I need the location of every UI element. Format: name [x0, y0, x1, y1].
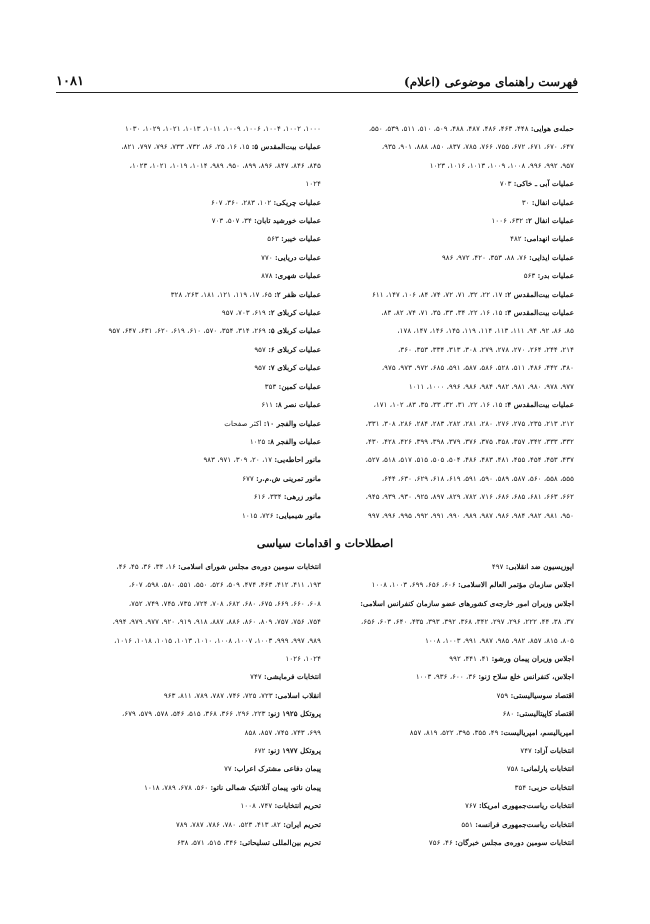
index-entry-continuation — [83, 724, 321, 742]
entry-pages: ۱۹۳، ۴۱۱، ۴۱۲، ۴۶۳، ۴۷۴، ۵۰۹، ۵۲۶، ۵۵۰، ۵۵۱، ۵۸۰، ۵۹۸، ۶۰۷، — [128, 580, 321, 590]
entry-pages: ۶۷۷ — [242, 473, 257, 483]
index-entry-continuation — [340, 507, 574, 525]
index-entry — [340, 834, 574, 852]
index-entry — [340, 595, 574, 613]
entry-pages: ۳۳۲، ۳۳۳، ۳۴۲، ۳۵۷، ۳۵۸، ۳۷۵، ۳۷۶، ۳۷۹، ۳۹۸، ۳۹۹، ۴۲۶، ۴۲۸، ۴۳۰، — [365, 436, 574, 446]
entry-pages: ۴۹، ۳۵۵، ۳۹۵، ۵۲۲، ۸۱۹، ۸۵۷ — [409, 727, 501, 737]
entry-pages: ۷۶، ۸۸، ۳۵۳، ۴۲۰، ۹۷۲، ۹۸۶ — [441, 252, 530, 262]
entry-term: مانور شیمیایی: — [275, 510, 321, 520]
index-entry — [83, 668, 321, 686]
entry-pages: ۶۰۸، ۶۶۰، ۶۶۹، ۶۷۵، ۶۸۰، ۶۸۲، ۷۰۸، ۷۲۴، ۷۳۵، ۷۴۵، ۷۴۹، ۷۵۲، — [128, 598, 321, 608]
entry-term: تحریم انتخابات: — [274, 801, 321, 811]
index-column-left-bottom — [83, 558, 321, 853]
index-entry-continuation — [340, 138, 574, 156]
entry-pages: ۵۵۵، ۵۵۸، ۵۶۰، ۵۸۷، ۵۸۹، ۵۹۰، ۵۹۱، ۶۱۹، ۶۱۸، ۶۲۹، ۶۳۰، ۶۴۴، — [381, 473, 574, 483]
entry-term: عملیات خورشید تابان: — [254, 216, 321, 226]
entry-pages: ۳۷، ۳۸، ۴۴، ۲۲۲، ۲۹۶، ۲۹۷، ۳۴۲، ۳۶۸، ۳۹۲، ۳۹۳، ۴۳۵، ۶۴۰، ۶۰۳، ۶۵۶، — [361, 617, 574, 627]
entry-pages: ۷۴۷ — [250, 672, 265, 682]
index-entry — [340, 760, 574, 778]
entry-term: پروتکل ۱۹۲۵ ژنو: — [267, 709, 321, 719]
index-entry — [340, 175, 574, 193]
entry-pages: ۷۷۰ — [261, 252, 276, 262]
entry-term: عملیات والفجر ۱۰: — [263, 418, 321, 428]
entry-term: عملیات خیبر: — [281, 234, 321, 244]
entry-term: انتخابات فرمایشی: — [264, 672, 321, 682]
entry-term: عملیات ظفر ۲: — [274, 289, 321, 299]
index-entry — [340, 650, 574, 668]
index-entry — [340, 267, 574, 285]
entry-term: پیمان دفاعی مشترک اعراب: — [234, 764, 321, 774]
index-entry — [83, 742, 321, 760]
index-entry — [83, 687, 321, 705]
entry-term: عملیات والفجر ۸: — [267, 436, 321, 446]
entry-pages: ۷۰۳ — [499, 179, 514, 189]
entry-pages: ۹۸۹، ۹۹۷، ۹۹۹، ۱۰۰۳، ۱۰۰۷، ۱۰۰۸، ۱۰۱۰، ۱۰۱۳، ۱۰۱۵، ۱۰۱۸، ۱۰۱۶، — [114, 635, 321, 645]
entry-pages: ۸۴۵، ۸۴۶، ۸۴۷، ۸۹۶، ۸۹۹، ۹۵۰، ۹۸۹، ۱۰۱۴، ۱۰۱۹، ۱۰۲۱، ۱۰۲۳، — [129, 160, 321, 170]
index-entry — [83, 304, 321, 322]
entry-pages: ۹۵۷ — [254, 363, 269, 373]
entry-pages: ۵۵۱ — [461, 819, 476, 829]
index-entry — [340, 797, 574, 815]
entry-pages: ۷۲۳، ۷۲۵، ۷۴۶، ۷۸۷، ۷۸۹، ۸۱۱، ۹۶۳ — [163, 690, 275, 700]
entry-term: اقتصاد سوسیالیستی: — [510, 690, 574, 700]
index-entry — [83, 488, 321, 506]
page-header — [56, 72, 578, 93]
entry-term: عملیات بیت‌المقدس ۵: — [251, 142, 321, 152]
entry-term: مانور زرهی: — [283, 492, 321, 502]
entry-term: عملیات بدر: — [537, 271, 574, 281]
entry-term: مانور تمرینی ش.م.ر: — [256, 473, 321, 483]
entry-pages: ۳۴، ۵۰۷، ۷۰۳ — [211, 216, 255, 226]
index-entry — [83, 415, 321, 433]
entry-term: عملیات بیت‌المقدس ۲: — [504, 289, 574, 299]
entry-pages: ۹۵۷ — [254, 344, 269, 354]
index-entry-continuation — [340, 433, 574, 451]
index-entry-continuation — [340, 322, 574, 340]
entry-term: عملیات کربلای ۵: — [268, 326, 321, 336]
index-entry — [83, 451, 321, 469]
entry-term: حمله‌ی هوایی: — [530, 124, 574, 133]
entry-pages: ۷۴۷، ۱۰۰۸ — [240, 801, 275, 811]
entry-pages: ۸۰۵، ۸۱۵، ۸۵۷، ۹۸۲، ۹۸۵، ۹۸۷، ۹۹۱، ۱۰۰۳، ۱۰۰۸ — [425, 635, 574, 645]
index-entry — [340, 816, 574, 834]
index-entry — [83, 507, 321, 525]
entry-pages: ۴۶، ۷۵۶ — [428, 838, 456, 848]
entry-term: عملیات دریایی: — [275, 252, 321, 262]
index-entry — [340, 724, 574, 742]
entry-term: عملیات کربلای ۶: — [268, 344, 321, 354]
entry-pages: ۴۴۸، ۴۶۳، ۴۸۶، ۴۸۷، ۴۸۸، ۵۰۹، ۵۱۰، ۵۱۱، ۵۳۹، ۵۵۰، — [368, 124, 531, 133]
entry-term: اپوزیسیون ضد انقلابی: — [505, 562, 574, 571]
entry-term: عملیات نصر ۸: — [275, 400, 321, 410]
entry-pages: ۸۵، ۸۶، ۹۲، ۹۴، ۱۱۱، ۱۱۳، ۱۱۴، ۱۱۹، ۱۴۵، ۱۴۶، ۱۴۷، ۱۷۸، — [397, 326, 574, 336]
entry-term: انتخابات حزبی: — [528, 782, 574, 792]
index-entry — [83, 341, 321, 359]
running-title: فهرست راهنمای موضوعی (اعلام) — [404, 75, 578, 89]
entry-pages: ۶۹۹، ۷۴۳، ۷۴۵، ۸۵۷، ۸۵۸ — [244, 727, 321, 737]
entry-pages: ۴۹۷ — [491, 562, 506, 571]
entry-pages: اکثر صفحات — [224, 418, 264, 428]
index-entry — [340, 194, 574, 212]
entry-pages: ۷۲۶، ۱۰۱۵ — [241, 510, 276, 520]
entry-term: عملیات انفال ۲: — [525, 216, 574, 226]
entry-term: تحریم ایران: — [283, 819, 321, 829]
index-entry — [340, 742, 574, 760]
entry-pages: ۶۱۹، ۷۰۳، ۹۵۷ — [221, 308, 269, 318]
entry-term: عملیات انهدامی: — [523, 234, 574, 244]
index-entry-continuation — [83, 576, 321, 594]
entry-term: عملیات کربلای ۲: — [268, 308, 321, 318]
entry-pages: ۷۵۴، ۷۵۶، ۷۵۷، ۸۰۹، ۸۶۰، ۸۸۶، ۸۸۷، ۹۱۸، ۹۱۹، ۹۲۰، ۹۷۷، ۹۷۹، ۹۹۴، — [112, 617, 321, 627]
index-entry-continuation — [83, 632, 321, 650]
entry-pages: ۱۷، ۲۰، ۳۰۹، ۹۷۱، ۹۸۳ — [203, 455, 275, 465]
index-entry-continuation — [340, 613, 574, 631]
index-entry — [340, 576, 574, 594]
index-entry-continuation — [83, 595, 321, 613]
index-entry — [83, 322, 321, 340]
entry-term: اجلاس، کنفرانس خلع سلاح ژنو: — [478, 672, 574, 682]
index-entry — [340, 249, 574, 267]
index-entry-continuation — [340, 451, 574, 469]
index-entry — [340, 668, 574, 686]
entry-pages: ۳۳۴، ۶۱۶ — [253, 492, 284, 502]
entry-pages: ۴۸۲ — [510, 234, 524, 244]
entry-pages: ۸۲، ۴۱۳، ۵۲۳، ۷۸۰، ۷۸۶، ۷۸۷، ۷۸۹ — [175, 819, 284, 829]
index-entry-continuation — [340, 632, 574, 650]
index-entry — [340, 286, 574, 304]
entry-term: عملیات ایذایی: — [529, 252, 574, 262]
index-entry — [83, 378, 321, 396]
entry-pages: ۳۵۳ — [264, 381, 279, 391]
entry-pages: ۱۶، ۳۴، ۳۶، ۴۵، ۴۶، — [116, 562, 179, 571]
index-entry-continuation — [340, 341, 574, 359]
entry-pages: ۷۷ — [224, 764, 235, 774]
index-entry — [83, 267, 321, 285]
entry-pages: ۴۱، ۴۴۱، ۹۹۲ — [449, 654, 492, 664]
entry-term: عملیات کربلای ۷: — [268, 363, 321, 373]
entry-pages: ۷۵۹ — [496, 690, 511, 700]
index-column-right-bottom — [340, 558, 574, 853]
entry-pages: ۱۰۲۴ — [305, 179, 321, 189]
entry-term: اجلاس وزیران پیمان ورشو: — [491, 654, 574, 664]
entry-term: عملیات شهری: — [274, 271, 321, 281]
entry-pages: ۳۶، ۶۰۰، ۹۳۶، ۱۰۰۳ — [415, 672, 479, 682]
entry-term: انتخابات آزاد: — [534, 746, 574, 756]
index-entry-continuation — [83, 650, 321, 668]
entry-pages: ۷۴۷ — [520, 746, 535, 756]
index-entry — [83, 230, 321, 248]
index-entry-continuation — [83, 157, 321, 175]
entry-term: عملیات کمین: — [278, 381, 321, 391]
entry-pages: ۳۵۴ — [514, 782, 529, 792]
index-entry — [83, 396, 321, 414]
index-entry — [83, 212, 321, 230]
index-entry — [83, 433, 321, 451]
index-entry — [83, 194, 321, 212]
entry-pages: ۶۴۷، ۶۷۰، ۶۷۱، ۶۷۲، ۷۵۵، ۷۶۶، ۷۸۵، ۸۳۷، ۸۵۰، ۸۸۸، ۹۰۱، ۹۳۵، — [381, 142, 574, 152]
entry-pages: ۵۶۳ — [267, 234, 282, 244]
entry-pages: ۷۶۷ — [465, 801, 479, 811]
entry-pages: ۱۵، ۱۶، ۲۲، ۳۱، ۳۲، ۳۳، ۳۵، ۸۳، ۱۰۲، ۱۷۱، — [373, 400, 505, 410]
entry-pages: ۱۰۰۰، ۱۰۰۲، ۱۰۰۴، ۱۰۰۶، ۱۰۰۹، ۱۰۱۱، ۱۰۱۳، ۱۰۲۱، ۱۰۲۹، ۱۰۳۰ — [124, 124, 321, 133]
entry-term: اقتصاد کاپیتالیستی: — [516, 709, 574, 719]
index-entry — [340, 120, 574, 138]
index-entry — [340, 779, 574, 797]
entry-pages: ۱۵، ۱۶، ۲۵، ۸۶، ۷۳۲، ۷۳۳، ۷۹۶، ۷۹۷، ۸۲۱، — [121, 142, 252, 152]
entry-pages: ۹۵۰، ۹۸۱، ۹۸۲، ۹۸۴، ۹۸۶، ۹۸۷، ۹۸۹، ۹۹۰، ۹۹۱، ۹۹۲، ۹۹۵، ۹۹۶، ۹۹۷ — [367, 510, 574, 520]
index-entry — [83, 760, 321, 778]
entry-pages: ۲۱۲، ۲۱۳، ۲۳۵، ۲۷۵، ۲۷۶، ۲۸۰، ۲۸۱، ۲۸۲، ۲۸۳، ۲۸۴، ۲۸۶، ۳۰۸، ۳۳۱، — [365, 418, 574, 428]
entry-pages: ۱۷، ۲۲، ۳۲، ۷۱، ۷۲، ۷۴، ۸۴، ۱۰۶، ۱۴۷، ۶۱۱ — [372, 289, 505, 299]
entry-term: تحریم بین‌المللی تسلیحاتی: — [239, 838, 321, 848]
entry-pages: ۹۷۷، ۹۷۸، ۹۸۰، ۹۸۱، ۹۸۲، ۹۸۴، ۹۸۶، ۹۹۶، ۱۰۰۰، ۱۰۱۱ — [408, 381, 574, 391]
entry-term: عملیات بیت‌المقدس ۴: — [504, 400, 574, 410]
index-entry-continuation — [83, 613, 321, 631]
index-entry-continuation — [340, 415, 574, 433]
entry-pages: ۷۵۸ — [506, 764, 521, 774]
entry-pages: ۳۰ — [521, 197, 532, 207]
index-entry — [83, 558, 321, 576]
entry-pages: ۶۵، ۱۷، ۱۱۹، ۱۲۱، ۱۸۱، ۲۶۳، ۳۲۸ — [170, 289, 275, 299]
entry-pages: ۱۰۲۵ — [249, 436, 268, 446]
entry-pages: ۲۶۹، ۳۱۴، ۳۵۴، ۵۷۰، ۶۱۰، ۶۱۹، ۶۲۰، ۶۳۱، ۶۴۷، ۹۵۷ — [108, 326, 269, 336]
entry-pages: ۲۱۴، ۲۴۴، ۲۶۴، ۲۷۰، ۲۷۸، ۲۷۹، ۳۰۸، ۳۱۳، ۳۳۴، ۳۵۳، ۳۶۰، — [398, 344, 574, 354]
entry-pages: ۶۰۶، ۶۵۶، ۶۹۹، ۱۰۰۳، ۱۰۰۸ — [371, 580, 459, 590]
entry-pages: ۱۵، ۱۶، ۲۲، ۳۴، ۳۳، ۳۵، ۷۱، ۷۴، ۸۲، ۸۳، — [381, 308, 505, 318]
entry-pages: ۱۰۲۴، ۱۰۲۶ — [285, 654, 321, 664]
entry-term: انتخابات سومین دوره‌ی مجلس خبرگان: — [455, 838, 574, 848]
index-entry — [83, 286, 321, 304]
page-number: ۱۰۸۱ — [56, 74, 84, 89]
index-column-right-top — [340, 120, 574, 525]
entry-term: پیمان ناتو، پیمان آتلانتیک شمالی ناتو: — [210, 782, 321, 792]
index-entry — [340, 304, 574, 322]
index-entry — [83, 470, 321, 488]
index-column-left-top — [83, 120, 321, 525]
index-entry — [83, 816, 321, 834]
index-entry — [83, 797, 321, 815]
entry-term: انتخابات پارلمانی: — [520, 764, 574, 774]
index-entry — [340, 558, 574, 576]
section-heading: اصطلاحات و اقدامات سیاسی — [256, 537, 394, 550]
index-entry — [83, 705, 321, 723]
entry-term: مانور احاطه‌یی: — [274, 455, 321, 465]
entry-term: پروتکل ۱۹۷۷ ژنو: — [267, 746, 321, 756]
index-entry — [83, 359, 321, 377]
index-entry — [340, 687, 574, 705]
entry-pages: ۳۴۶، ۵۱۵، ۵۷۱، ۶۳۸ — [176, 838, 240, 848]
index-entry — [83, 138, 321, 156]
entry-term: انقلاب اسلامی: — [275, 690, 321, 700]
entry-pages: ۹۵۷، ۹۹۲، ۹۹۶، ۱۰۰۸، ۱۰۰۹، ۱۰۱۳، ۱۰۱۶، ۱۰۲۳ — [429, 160, 574, 170]
entry-pages: ۶۶۲، ۶۶۳، ۶۸۱، ۶۸۵، ۶۸۶، ۷۱۶، ۷۸۲، ۸۲۹، ۸۹۷، ۹۲۵، ۹۳۰، ۹۳۹، ۹۴۵، — [365, 492, 574, 502]
entry-term: اجلاس وزیران امور خارجه‌ی کشورهای عضو سازمان کنفرانس اسلامی: — [360, 598, 574, 608]
index-entry-continuation — [340, 157, 574, 175]
index-entry — [83, 779, 321, 797]
entry-term: عملیات انفال: — [531, 197, 574, 207]
index-entry — [83, 834, 321, 852]
index-entry-continuation — [83, 120, 321, 138]
entry-term: عملیات آبی ـ خاکی: — [513, 179, 574, 189]
entry-pages: ۵۶۳ — [523, 271, 538, 281]
entry-term: انتخابات ریاست‌جمهوری امریکا: — [478, 801, 574, 811]
index-entry-continuation — [340, 378, 574, 396]
entry-term: انتخابات سومین دوره‌ی مجلس شورای اسلامی: — [178, 562, 321, 571]
entry-term: اجلاس سازمان مؤتمر العالم الاسلامی: — [458, 580, 574, 590]
entry-pages: ۶۳۲، ۱۰۰۶ — [491, 216, 526, 226]
entry-pages: ۳۸۰، ۴۴۲، ۴۸۶، ۵۱۱، ۵۲۸، ۵۸۶، ۵۸۷، ۵۹۱، ۶۸۵، ۹۷۲، ۹۷۳، ۹۷۵، — [381, 363, 574, 373]
entry-term: عملیات بیت‌المقدس ۳: — [504, 308, 574, 318]
index-entry-continuation — [340, 488, 574, 506]
index-entry — [340, 396, 574, 414]
entry-pages: ۸۷۸ — [261, 271, 275, 281]
entry-pages: ۶۱۱ — [261, 400, 276, 410]
index-entry — [83, 249, 321, 267]
index-entry-continuation — [340, 359, 574, 377]
index-entry — [340, 230, 574, 248]
entry-pages: ۶۸۰ — [502, 709, 517, 719]
index-entry — [340, 212, 574, 230]
index-entry — [340, 705, 574, 723]
index-entry-continuation — [83, 175, 321, 193]
entry-term: امپریالیسم، امپریالیست: — [500, 727, 574, 737]
index-entry-continuation — [340, 470, 574, 488]
entry-pages: ۲۲۳، ۲۹۶، ۳۶۶، ۳۶۸، ۵۱۵، ۵۴۶، ۵۷۸، ۵۷۹، ۶۷۹، — [122, 709, 268, 719]
entry-term: انتخابات ریاست‌جمهوری فرانسه: — [475, 819, 574, 829]
entry-pages: ۱۰۲، ۲۸۳، ۳۶۰، ۶۰۷ — [211, 197, 274, 207]
entry-term: عملیات چریکی: — [273, 197, 321, 207]
entry-pages: ۶۷۲ — [253, 746, 268, 756]
entry-pages: ۴۳۷، ۴۵۳، ۴۵۴، ۴۵۵، ۴۸۱، ۴۸۳، ۴۸۶، ۵۰۴، ۵۰۵، ۵۱۵، ۵۱۷، ۵۱۸، ۵۲۷، — [365, 455, 574, 465]
entry-pages: ۵۶۰، ۶۷۸، ۷۸۹، ۱۰۱۸ — [144, 782, 211, 792]
